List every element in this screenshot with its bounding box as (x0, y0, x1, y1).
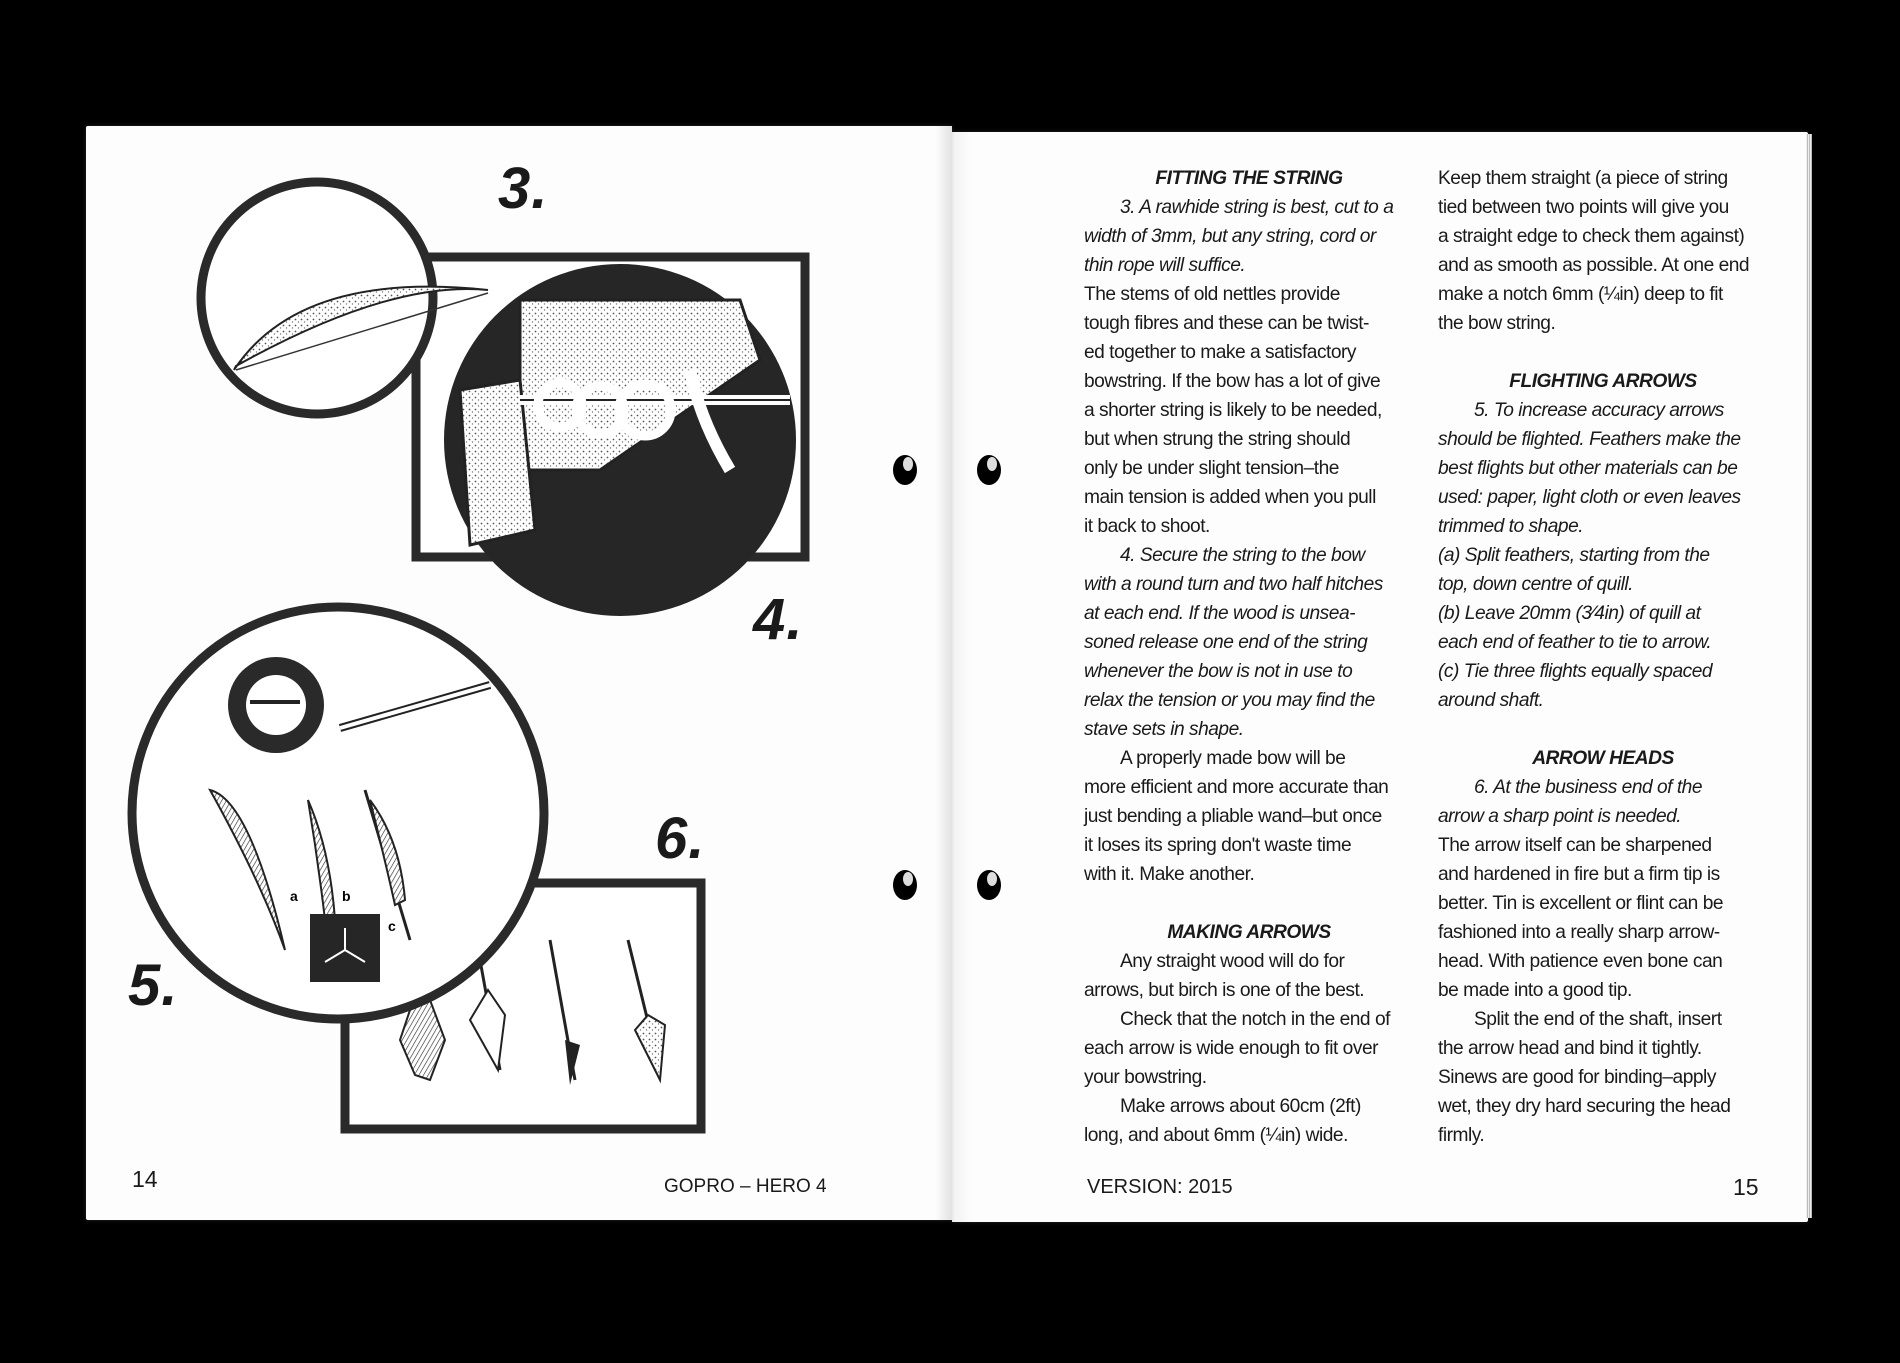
text-line: with a round turn and two half hitches (1084, 574, 1383, 595)
heading-fitting-the-string: FITTING THE STRING (1155, 168, 1343, 189)
text-line: around shaft. (1438, 690, 1544, 711)
text-line: but when strung the string should (1084, 429, 1351, 450)
text-line: only be under slight tension–the (1084, 458, 1339, 479)
heading-making-arrows: MAKING ARROWS (1167, 922, 1331, 943)
figure-number-4: 4. (753, 587, 804, 652)
figure-number-5: 5. (128, 953, 179, 1018)
text-line: Keep them straight (a piece of string (1438, 168, 1728, 189)
text-line: at each end. If the wood is unsea- (1084, 603, 1355, 624)
text-line: arrow a sharp point is needed. (1438, 806, 1682, 827)
text-line: Make arrows about 60cm (2ft) (1120, 1096, 1361, 1117)
footer-title: GOPRO – HERO 4 (664, 1176, 827, 1197)
text-line: more efficient and more accurate than (1084, 777, 1389, 798)
heading-flighting-arrows: FLIGHTING ARROWS (1509, 371, 1697, 392)
text-line: best flights but other materials can be (1438, 458, 1738, 479)
text-line: trimmed to shape. (1438, 516, 1584, 537)
text-line: whenever the bow is not in use to (1084, 661, 1353, 682)
text-line: stave sets in shape. (1084, 719, 1244, 740)
heading-arrow-heads: ARROW HEADS (1532, 748, 1674, 769)
text-line: each arrow is wide enough to fit over (1084, 1038, 1378, 1059)
text-line: A properly made bow will be (1120, 748, 1346, 769)
text-line: should be flighted. Feathers make the (1438, 429, 1741, 450)
text-line: the arrow head and bind it tightly. (1438, 1038, 1702, 1059)
text-line: Check that the notch in the end of (1120, 1009, 1390, 1030)
text-line: 3. A rawhide string is best, cut to a (1120, 197, 1394, 218)
figure-letter-a: a (290, 888, 298, 904)
text-line: bowstring. If the bow has a lot of give (1084, 371, 1381, 392)
text-line: firmly. (1438, 1125, 1485, 1146)
page-number-right: 15 (1733, 1174, 1759, 1200)
text-line: Sinews are good for binding–apply (1438, 1067, 1716, 1088)
text-line: and as smooth as possible. At one end (1438, 255, 1750, 276)
text-line: used: paper, light cloth or even leaves (1438, 487, 1741, 508)
text-line: make a notch 6mm (¼in) deep to fit (1438, 284, 1723, 305)
text-line: Split the end of the shaft, insert (1474, 1009, 1722, 1030)
text-line: The stems of old nettles provide (1084, 284, 1340, 305)
text-line: with it. Make another. (1084, 864, 1255, 885)
text-line: main tension is added when you pull (1084, 487, 1376, 508)
text-line: tied between two points will give you (1438, 197, 1729, 218)
text-line: long, and about 6mm (¼in) wide. (1084, 1125, 1348, 1146)
text-line: a straight edge to check them against) (1438, 226, 1745, 247)
version-label: VERSION: 2015 (1087, 1176, 1233, 1198)
text-line: your bowstring. (1084, 1067, 1207, 1088)
text-line: it loses its spring don't waste time (1084, 835, 1352, 856)
text-line: (c) Tie three flights equally spaced (1438, 661, 1713, 682)
text-line: the bow string. (1438, 313, 1556, 334)
text-line: (b) Leave 20mm (3⁄4in) of quill at (1438, 603, 1701, 624)
text-line: fashioned into a really sharp arrow- (1438, 922, 1720, 943)
figure-number-3: 3. (498, 156, 549, 221)
text-line: (a) Split feathers, starting from the (1438, 545, 1710, 566)
text-line: it back to shoot. (1084, 516, 1210, 537)
right-column-2 (1438, 164, 1768, 1150)
figure-letter-b: b (342, 888, 351, 904)
figure-letter-c: c (388, 918, 396, 934)
text-line: thin rope will suffice. (1084, 255, 1246, 276)
right-column-1 (1084, 164, 1414, 1150)
text-line: relax the tension or you may find the (1084, 690, 1375, 711)
text-line: better. Tin is excellent or flint can be (1438, 893, 1724, 914)
text-line: Any straight wood will do for (1120, 951, 1345, 972)
text-line: wet, they dry hard securing the head (1438, 1096, 1731, 1117)
text-line: each end of feather to tie to arrow. (1438, 632, 1712, 653)
text-line: width of 3mm, but any string, cord or (1084, 226, 1376, 247)
text-line: just bending a pliable wand–but once (1084, 806, 1382, 827)
text-line: soned release one end of the string (1084, 632, 1368, 653)
text-line: 5. To increase accuracy arrows (1474, 400, 1724, 421)
text-line: arrows, but birch is one of the best. (1084, 980, 1365, 1001)
text-line: The arrow itself can be sharpened (1438, 835, 1712, 856)
text-line: ed together to make a satisfactory (1084, 342, 1357, 363)
figure-number-6: 6. (655, 806, 706, 871)
text-line: a shorter string is likely to be needed, (1084, 400, 1382, 421)
text-line: be made into a good tip. (1438, 980, 1632, 1001)
figure-4-knot-illustration (416, 257, 805, 616)
page-number-left: 14 (132, 1166, 158, 1192)
text-line: top, down centre of quill. (1438, 574, 1633, 595)
figure-5-fletching-illustration (132, 607, 544, 1019)
text-line: and hardened in fire but a firm tip is (1438, 864, 1720, 885)
text-line: tough fibres and these can be twist- (1084, 313, 1369, 334)
text-line: 4. Secure the string to the bow (1120, 545, 1365, 566)
text-line: head. With patience even bone can (1438, 951, 1723, 972)
text-line: 6. At the business end of the (1474, 777, 1702, 798)
